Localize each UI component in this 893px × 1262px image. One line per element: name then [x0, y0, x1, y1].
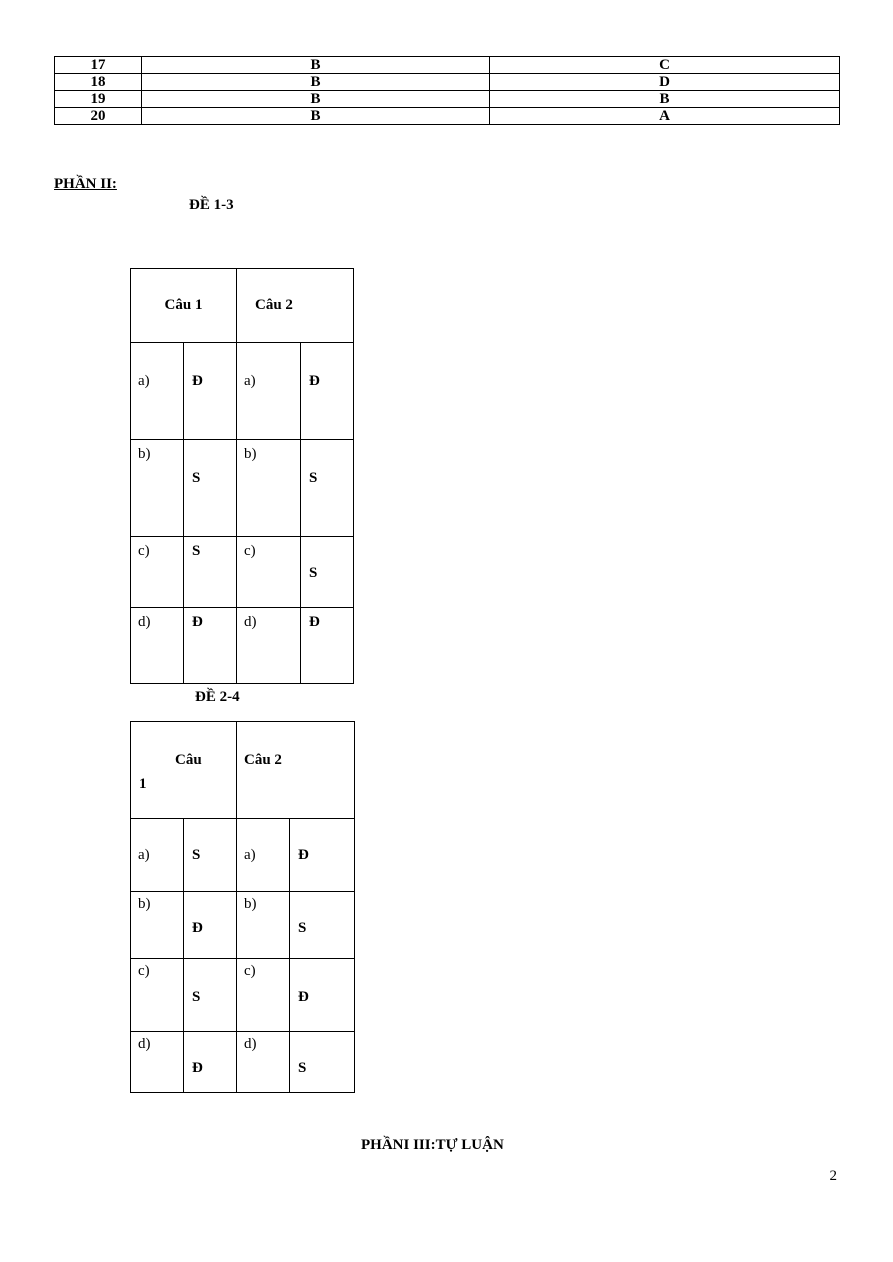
item-label: a): [244, 373, 256, 389]
q1-header-word: Câu: [175, 752, 202, 768]
answer-cell: C: [490, 57, 840, 74]
item-label: b): [244, 446, 257, 462]
item-label: d): [138, 1036, 151, 1052]
page-number: 2: [829, 1168, 837, 1184]
q1-header: Câu 1: [131, 269, 237, 343]
answer-cell: A: [490, 108, 840, 125]
table-row: [55, 108, 840, 125]
item-label: d): [244, 1036, 257, 1052]
answer-cell: B: [142, 57, 490, 74]
q1-header-number: 1: [139, 776, 147, 792]
table-row: [131, 959, 355, 1032]
part2-heading: PHẦN II:: [54, 176, 117, 192]
item-label: b): [138, 446, 151, 462]
answer-value: S: [192, 543, 201, 559]
item-label: c): [244, 963, 256, 979]
question-number: 17: [55, 57, 142, 74]
table-row: [131, 537, 354, 608]
table-row: [55, 91, 840, 108]
set2-title: ĐỀ 2-4: [195, 689, 240, 705]
item-label: a): [244, 847, 256, 863]
item-label: b): [138, 896, 151, 912]
item-label: a): [138, 847, 150, 863]
table-row: [131, 1032, 355, 1093]
answer-value: Đ: [192, 920, 203, 936]
table-row: [131, 892, 355, 959]
answer-cell: B: [490, 91, 840, 108]
item-label: d): [138, 614, 151, 630]
table-row: [131, 343, 354, 440]
question-number: 20: [55, 108, 142, 125]
answer-value: S: [298, 1060, 307, 1076]
answer-value: S: [309, 565, 318, 581]
item-label: c): [244, 543, 256, 559]
set1-title: ĐỀ 1-3: [189, 197, 234, 213]
table-row: [131, 608, 354, 684]
table-row: [55, 74, 840, 91]
answer-value: S: [192, 847, 201, 863]
answer-cell: B: [142, 74, 490, 91]
answer-value: S: [192, 470, 201, 486]
table-row: [55, 57, 840, 74]
answer-value: S: [298, 920, 307, 936]
answer-key-table: [54, 56, 840, 125]
answer-cell: B: [142, 108, 490, 125]
item-label: d): [244, 614, 257, 630]
answer-value: S: [192, 989, 201, 1005]
answer-value: Đ: [298, 847, 309, 863]
answer-value: Đ: [192, 614, 203, 630]
item-label: b): [244, 896, 257, 912]
answer-value: Đ: [309, 373, 320, 389]
item-label: a): [138, 373, 150, 389]
q2-header: Câu 2: [237, 269, 354, 343]
answer-value: Đ: [192, 1060, 203, 1076]
item-label: c): [138, 963, 150, 979]
table-row: [131, 819, 355, 892]
answer-cell: D: [490, 74, 840, 91]
answer-value: S: [309, 470, 318, 486]
q2-header: Câu 2: [237, 722, 355, 819]
part3-heading: PHẦNI III:TỰ LUẬN: [361, 1137, 504, 1153]
answer-value: Đ: [192, 373, 203, 389]
item-label: c): [138, 543, 150, 559]
table-row: [131, 440, 354, 537]
question-number: 18: [55, 74, 142, 91]
true-false-grid-set2: [130, 721, 355, 1093]
q1-header: [131, 722, 237, 819]
answer-cell: B: [142, 91, 490, 108]
answer-value: Đ: [298, 989, 309, 1005]
answer-value: Đ: [309, 614, 320, 630]
true-false-grid-set1: [130, 268, 354, 684]
question-number: 19: [55, 91, 142, 108]
